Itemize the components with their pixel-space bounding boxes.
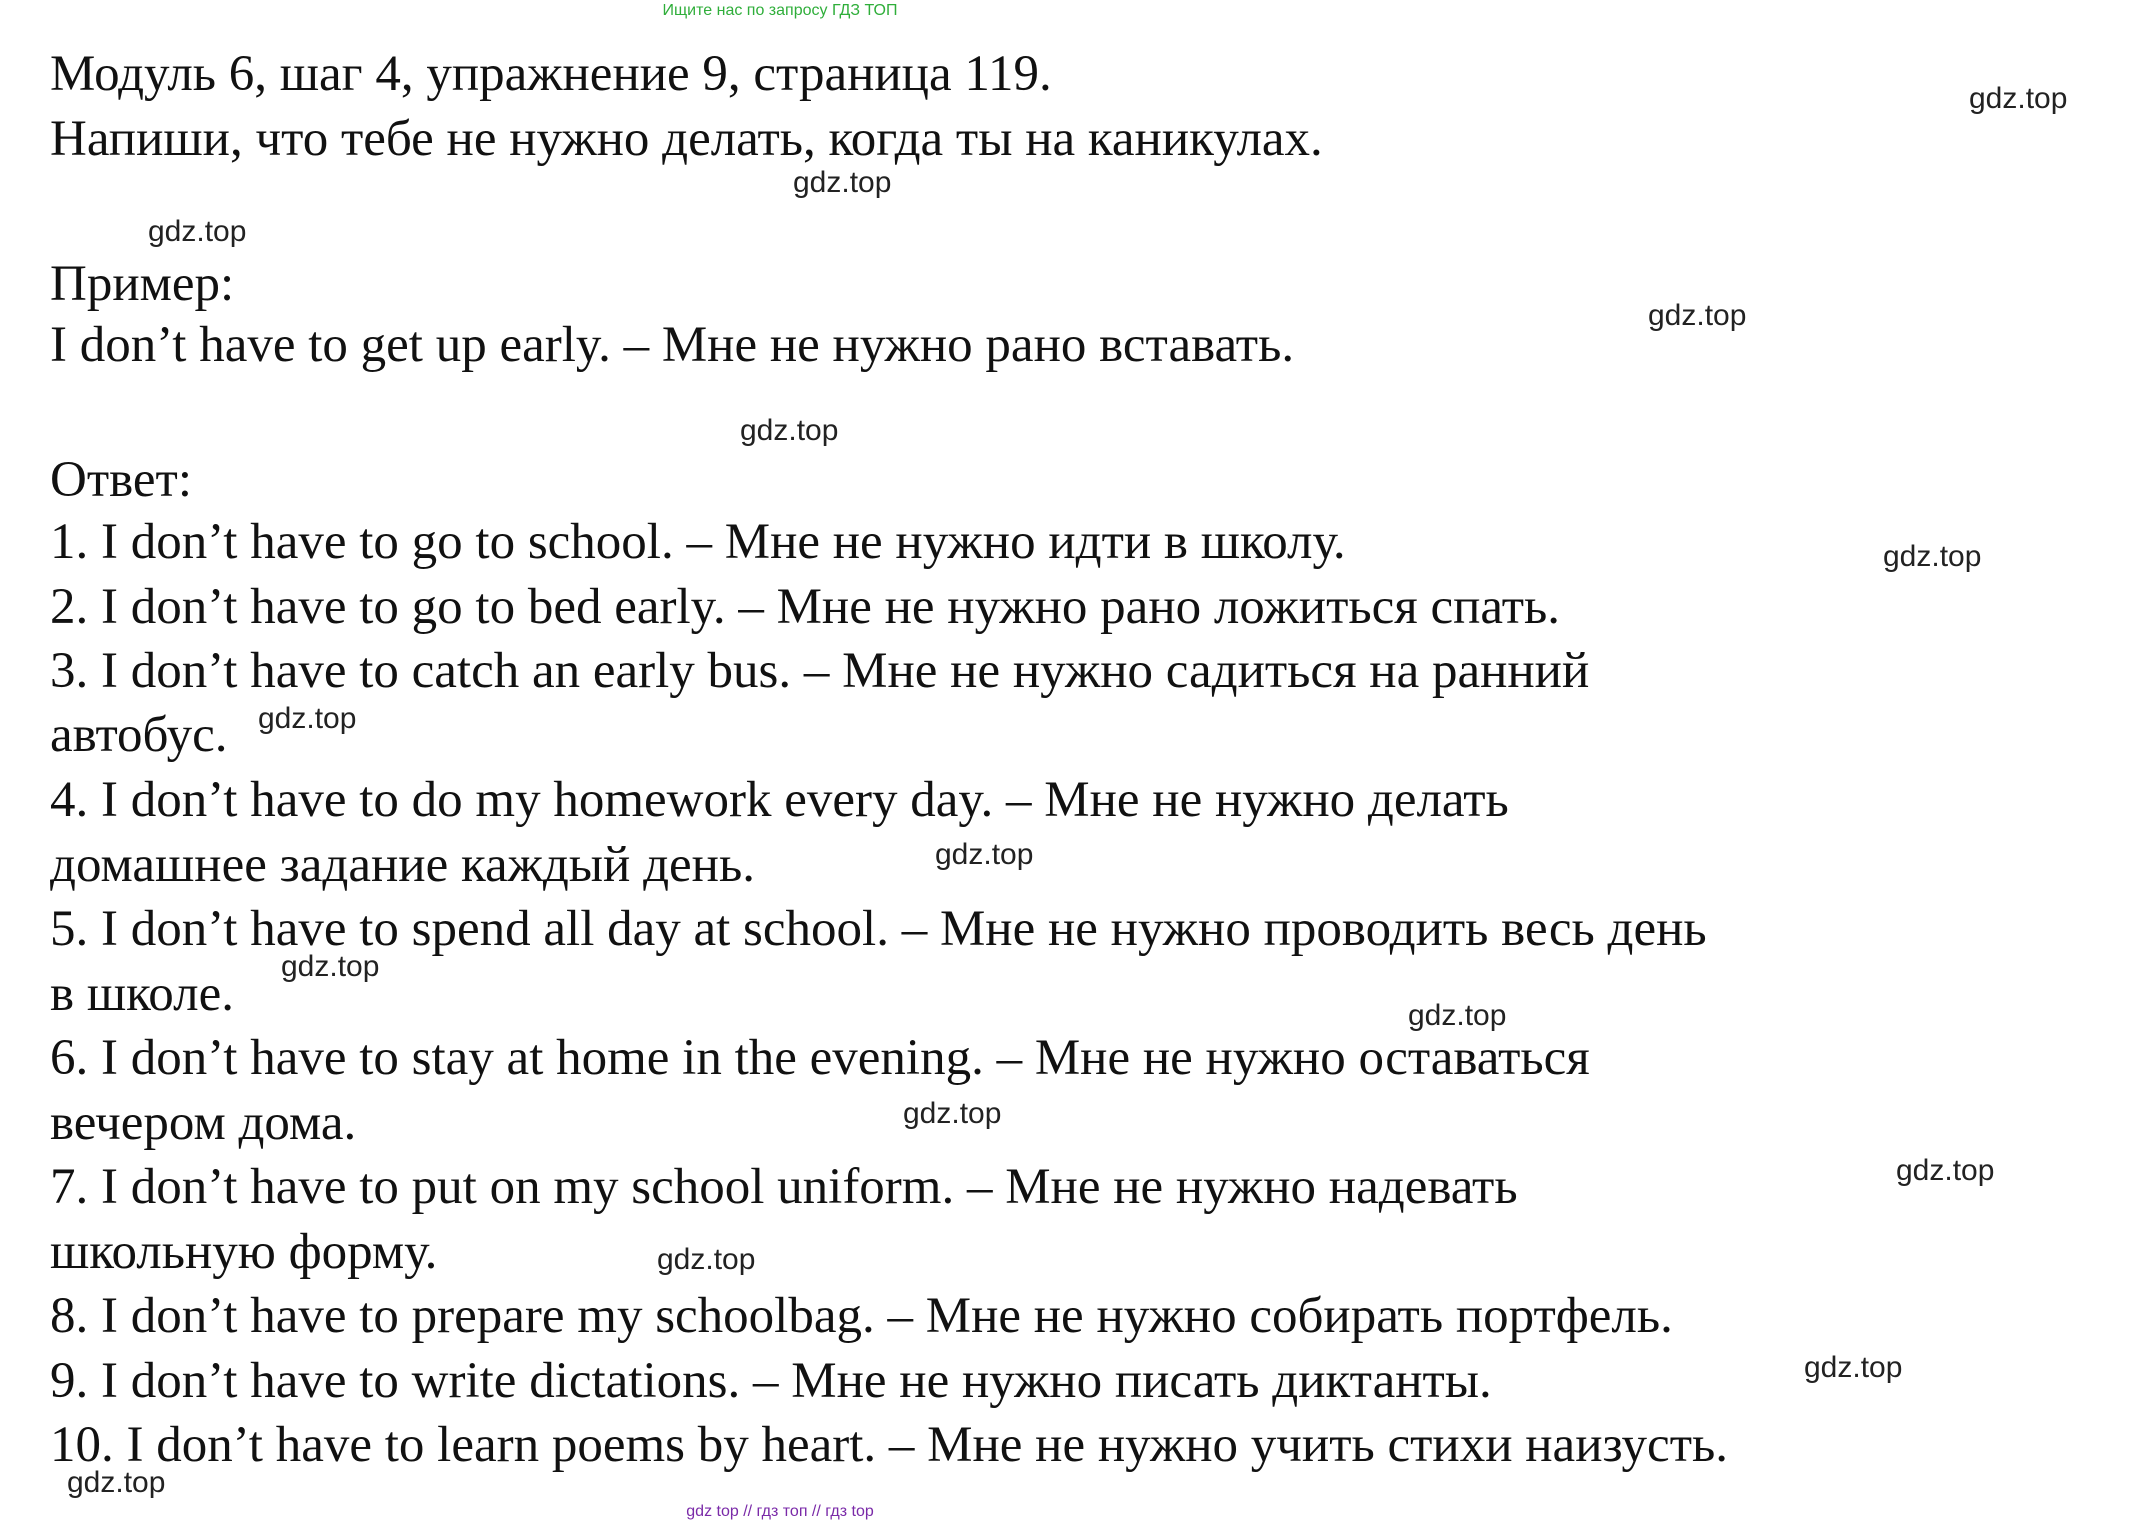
exercise-task: Напиши, что тебе не нужно делать, когда ты на каникулах.: [50, 111, 1323, 167]
answer-line-7: 7. I don’t have to put on my school uniform. – Мне не нужно надевать: [50, 1159, 1518, 1215]
watermark: gdz.top: [935, 838, 1034, 871]
watermark: gdz.top: [148, 215, 247, 248]
answer-label: Ответ:: [50, 452, 192, 508]
watermark: gdz.top: [793, 166, 892, 199]
answer-line-2: 2. I don’t have to go to bed early. – Мне не нужно рано ложиться спать.: [50, 579, 1561, 635]
answer-line-3: 3. I don’t have to catch an early bus. – Мне не нужно садиться на ранний: [50, 643, 1590, 699]
answer-line-3-cont: автобус.: [50, 707, 228, 763]
answer-line-4-cont: домашнее задание каждый день.: [50, 837, 755, 893]
answer-line-6-cont: вечером дома.: [50, 1095, 357, 1151]
answer-line-6: 6. I don’t have to stay at home in the evening. – Мне не нужно оставаться: [50, 1030, 1590, 1086]
watermark: gdz.top: [1408, 999, 1507, 1032]
answer-line-1: 1. I don’t have to go to school. – Мне не нужно идти в школу.: [50, 514, 1346, 570]
answer-line-5-cont: в школе.: [50, 966, 234, 1022]
watermark: gdz.top: [1969, 82, 2068, 115]
answer-line-4: 4. I don’t have to do my homework every day. – Мне не нужно делать: [50, 772, 1509, 828]
watermark: gdz.top: [1804, 1351, 1903, 1384]
answer-line-8: 8. I don’t have to prepare my schoolbag. – Мне не нужно собирать портфель.: [50, 1288, 1673, 1344]
footer-watermark: gdz top // гдз топ // гдз top: [686, 1503, 874, 1520]
top-banner: Ищите нас по запросу ГДЗ ТОП: [662, 2, 898, 19]
example-label: Пример:: [50, 256, 235, 312]
answer-line-7-cont: школьную форму.: [50, 1224, 438, 1280]
example-text: I don’t have to get up early. – Мне не нужно рано вставать.: [50, 317, 1295, 373]
watermark: gdz.top: [1896, 1154, 1995, 1187]
watermark: gdz.top: [903, 1097, 1002, 1130]
exercise-title: Модуль 6, шаг 4, упражнение 9, страница 119.: [50, 46, 1052, 102]
answer-line-10: 10. I don’t have to learn poems by heart. – Мне не нужно учить стихи наизусть.: [50, 1417, 1728, 1473]
answer-line-9: 9. I don’t have to write dictations. – Мне не нужно писать диктанты.: [50, 1353, 1492, 1409]
watermark: gdz.top: [1648, 299, 1747, 332]
watermark: gdz.top: [281, 950, 380, 983]
watermark: gdz.top: [258, 702, 357, 735]
watermark: gdz.top: [657, 1243, 756, 1276]
watermark: gdz.top: [1883, 540, 1982, 573]
answer-line-5: 5. I don’t have to spend all day at school. – Мне не нужно проводить весь день: [50, 901, 1707, 957]
watermark: gdz.top: [740, 414, 839, 447]
watermark: gdz.top: [67, 1466, 166, 1499]
